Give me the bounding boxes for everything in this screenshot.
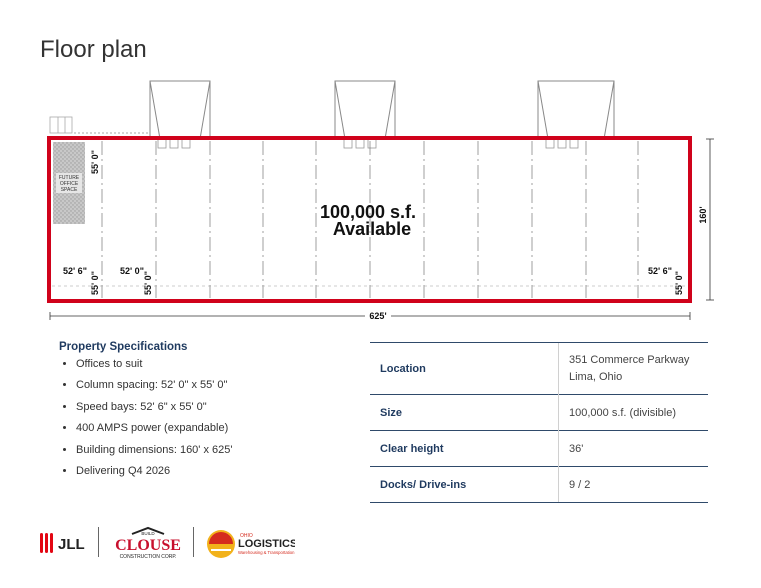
column-bay-dim: 52' 0" <box>120 266 144 276</box>
property-details-table <box>370 342 708 503</box>
office-label-line1: FUTURE <box>58 175 80 181</box>
page-title: Floor plan <box>40 36 147 63</box>
clouse-subtitle: CONSTRUCTION CORP. <box>119 554 177 560</box>
specs-list <box>62 358 232 486</box>
speed-bay-dim-right: 52' 6" <box>648 266 672 276</box>
jll-wordmark: JLL <box>58 536 85 553</box>
table-row <box>370 395 708 431</box>
spec-item: • Delivering Q4 2026 <box>76 465 232 477</box>
ohio-small: OHIO <box>240 533 253 539</box>
length-dimension-label: 625' <box>369 311 387 321</box>
ohio-subtitle: Warehousing & Transportation <box>238 550 295 555</box>
location-line2: Lima, Ohio <box>569 370 623 383</box>
bay-depth-left: 55' 0" <box>90 271 100 295</box>
spec-item: • Column spacing: 52' 0" x 55' 0" <box>76 379 232 391</box>
spec-item: • Building dimensions: 160' x 625' <box>76 444 232 456</box>
docks-label: Docks/ Drive-ins <box>370 467 559 503</box>
spec-item: • 400 AMPS power (expandable) <box>76 422 232 434</box>
bay-depth-right: 55' 0" <box>674 271 684 295</box>
ohio-logistics-logo <box>205 526 295 567</box>
bay-depth-top: 55' 0" <box>90 150 100 174</box>
logo-divider <box>98 527 99 557</box>
location-line1: 351 Commerce Parkway <box>569 353 690 366</box>
table-row <box>370 431 708 467</box>
size-label: Size <box>370 395 559 431</box>
clouse-wordmark: CLOUSE <box>115 537 181 554</box>
depth-dimension-label: 160' <box>698 206 708 224</box>
clear-height-value: 36' <box>559 431 709 467</box>
dock-canopy-center <box>335 81 395 139</box>
available-label: Available <box>332 219 412 239</box>
table-row <box>370 343 708 395</box>
ohio-logistics-wordmark: LOGISTICS <box>238 538 295 550</box>
dock-doors <box>158 139 578 148</box>
dock-canopy-right <box>538 81 614 139</box>
logo-divider <box>193 527 194 557</box>
clouse-top: BUILD <box>141 531 155 536</box>
clear-height-label: Clear height <box>370 431 559 467</box>
location-value <box>559 343 709 395</box>
spec-item: • Offices to suit <box>76 358 232 370</box>
size-value: 100,000 s.f. (divisible) <box>559 395 709 431</box>
spec-item: • Speed bays: 52' 6" x 55' 0" <box>76 401 232 413</box>
table-row <box>370 467 708 503</box>
docks-value: 9 / 2 <box>559 467 709 503</box>
speed-bay-dim-left: 52' 6" <box>63 266 87 276</box>
office-label-line2: OFFICE <box>59 181 79 187</box>
bay-depth-second: 55' 0" <box>143 271 153 295</box>
office-label-line3: SPACE <box>60 187 78 193</box>
entry-stair <box>50 117 72 133</box>
dock-canopy-left <box>150 81 210 139</box>
clouse-logo <box>110 526 186 567</box>
area-label: 100,000 s.f. <box>319 202 417 222</box>
specs-title: Property Specifications <box>59 341 188 353</box>
location-label: Location <box>370 343 559 395</box>
